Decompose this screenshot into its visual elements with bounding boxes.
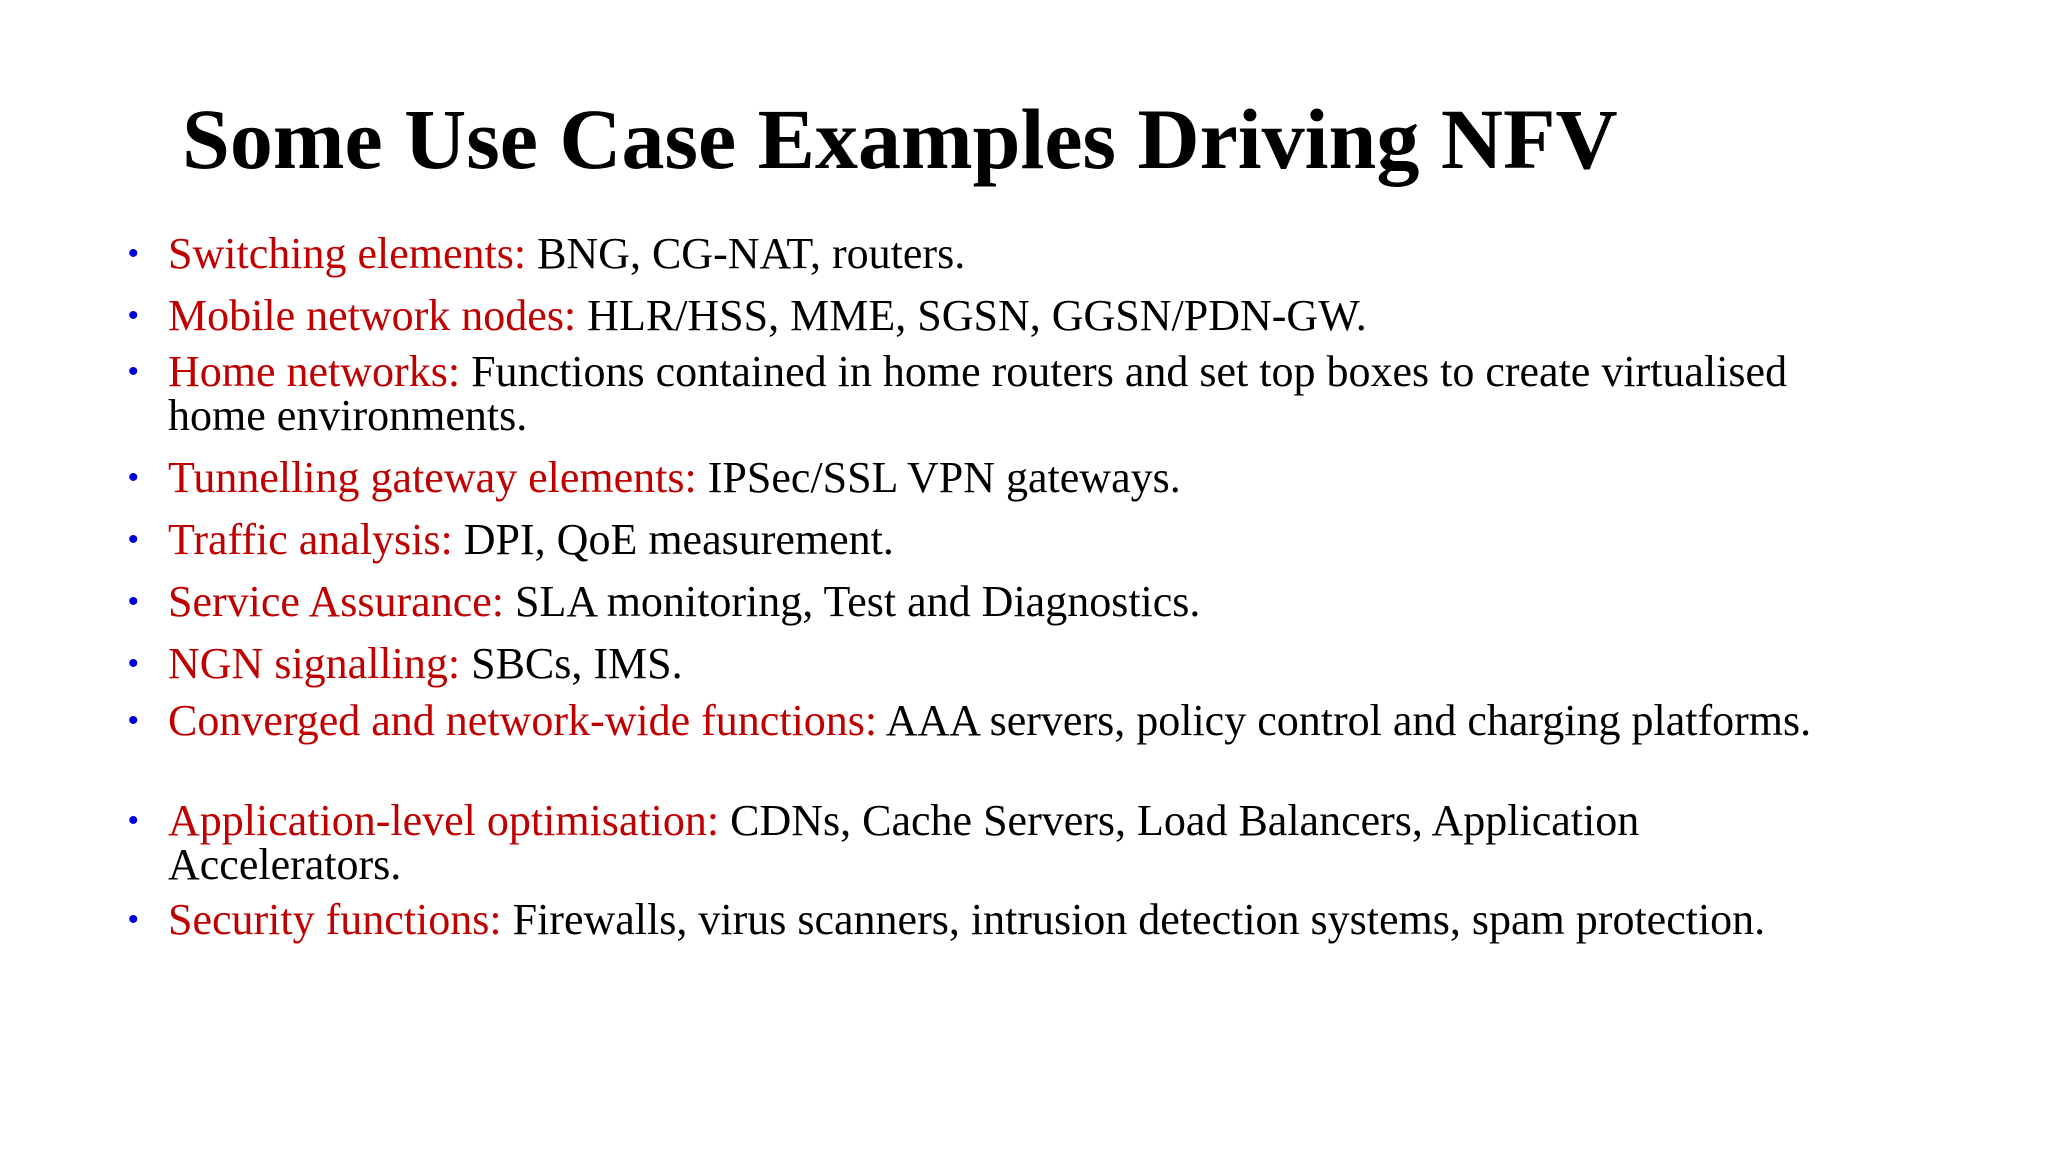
- list-item-text: [168, 291, 1848, 340]
- item-label: Switching elements:: [168, 229, 527, 278]
- item-label: Application-level optimisation:: [168, 796, 720, 845]
- bullet-icon: •: [128, 647, 139, 680]
- item-description: BNG, CG-NAT, routers.: [526, 229, 966, 278]
- bullet-icon: •: [128, 704, 139, 737]
- list-item-text: [168, 577, 1848, 626]
- list-item: [128, 895, 1848, 944]
- list-item: [128, 515, 1848, 564]
- list-item: [128, 796, 1848, 889]
- list-item: [128, 453, 1848, 502]
- list-item: [128, 639, 1848, 688]
- bullet-icon: •: [128, 355, 139, 388]
- list-item-text: [168, 895, 1848, 944]
- list-item: [128, 347, 1848, 440]
- item-label: Traffic analysis:: [168, 515, 453, 564]
- list-item: [128, 229, 1848, 278]
- bullet-icon: •: [128, 237, 139, 270]
- item-description: CDNs, Cache Servers, Load Balancers, Application Accelerators.: [168, 796, 1640, 889]
- list-item: [128, 696, 1848, 745]
- item-label: Home networks:: [168, 347, 461, 396]
- item-label: Converged and network-wide functions:: [168, 696, 878, 745]
- list-item: [128, 577, 1848, 626]
- item-label: NGN signalling:: [168, 639, 461, 688]
- list-item-text: [168, 639, 1848, 688]
- item-description: AAA servers, policy control and charging platforms.: [877, 696, 1812, 745]
- item-label: Mobile network nodes:: [168, 291, 577, 340]
- list-item-text: [168, 515, 1848, 564]
- bullet-icon: •: [128, 804, 139, 837]
- slide-title: Some Use Case Examples Driving NFV: [182, 91, 1618, 187]
- bullet-icon: •: [128, 461, 139, 494]
- item-label: Service Assurance:: [168, 577, 504, 626]
- item-description: SLA monitoring, Test and Diagnostics.: [504, 577, 1201, 626]
- item-description: Firewalls, virus scanners, intrusion detection systems, spam protection.: [501, 895, 1766, 944]
- item-description: HLR/HSS, MME, SGSN, GGSN/PDN-GW.: [576, 291, 1367, 340]
- list-item-text: [168, 229, 1848, 278]
- item-description: IPSec/SSL VPN gateways.: [696, 453, 1181, 502]
- list-item-text: [168, 453, 1848, 502]
- item-description: DPI, QoE measurement.: [452, 515, 894, 564]
- bullet-icon: •: [128, 299, 139, 332]
- bullet-icon: •: [128, 903, 139, 936]
- list-item-text: [168, 696, 1848, 745]
- item-label: Tunnelling gateway elements:: [168, 453, 697, 502]
- item-label: Security functions:: [168, 895, 502, 944]
- item-description: Functions contained in home routers and set top boxes to create virtualised home environments.: [168, 347, 1788, 440]
- list-item-text: [168, 347, 1848, 440]
- bullet-icon: •: [128, 585, 139, 618]
- bullet-icon: •: [128, 523, 139, 556]
- item-description: SBCs, IMS.: [460, 639, 683, 688]
- list-item-text: [168, 796, 1848, 889]
- list-item: [128, 291, 1848, 340]
